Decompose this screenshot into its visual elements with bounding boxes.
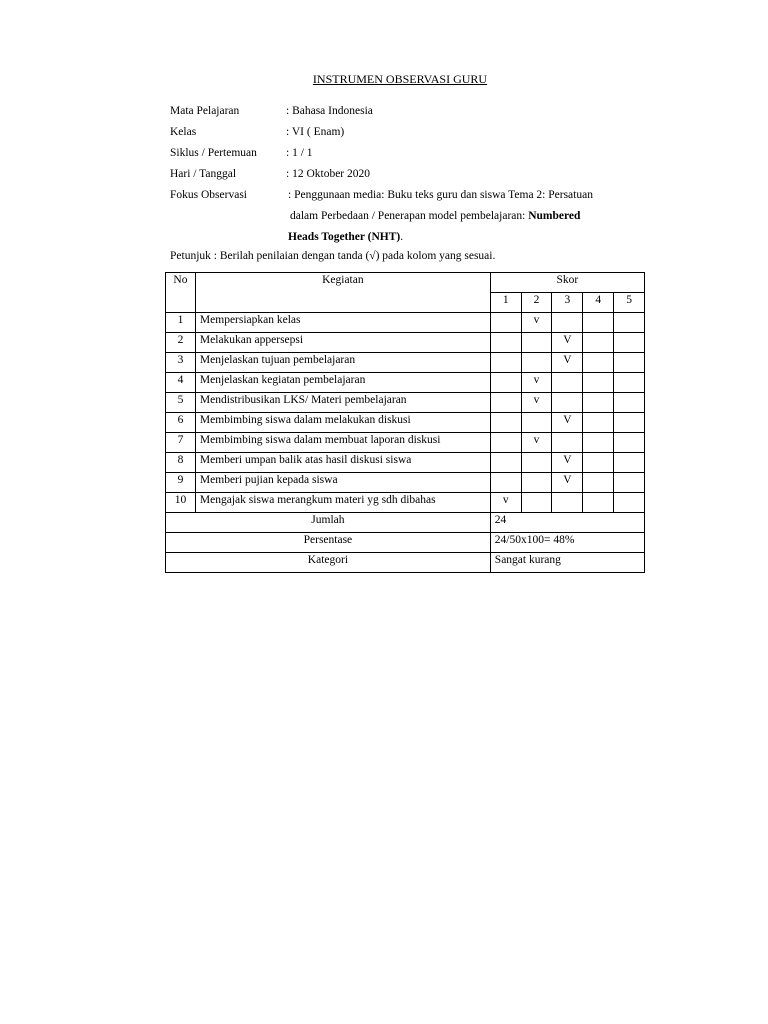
score-mark-cell [583,313,614,333]
score-mark-cell: v [490,493,521,513]
meta-value: : 12 Oktober 2020 [286,168,371,180]
row-number: 1 [166,313,196,333]
footer-value: 24/50x100= 48% [490,533,644,553]
row-kegiatan: Memberi umpan balik atas hasil diskusi siswa [195,453,490,473]
row-number: 10 [166,493,196,513]
row-kegiatan: Melakukan appersepsi [195,333,490,353]
score-mark-cell: V [552,453,583,473]
score-mark-cell [521,333,552,353]
score-mark-cell [521,413,552,433]
score-mark-cell [583,413,614,433]
fokus-line-2 [288,206,648,227]
table-row [166,333,645,353]
fokus-line-2-text: dalam Perbedaan / Penerapan model pembelajaran: [290,210,529,222]
score-mark-cell [552,373,583,393]
fokus-line-1: : Penggunaan media: Buku teks guru dan siswa Tema 2: Persatuan [288,189,593,201]
row-kegiatan: Mempersiapkan kelas [195,313,490,333]
row-kegiatan: Mengajak siswa merangkum materi yg sdh dibahas [195,493,490,513]
score-mark-cell [583,333,614,353]
row-kegiatan: Memberi pujian kepada siswa [195,473,490,493]
score-col-header: 5 [614,293,645,313]
meta-value: : VI ( Enam) [286,126,345,138]
table-row [166,433,645,453]
meta-value: : Bahasa Indonesia [286,105,373,117]
score-mark-cell [490,353,521,373]
score-col-header: 1 [490,293,521,313]
table-row [166,373,645,393]
meta-label: Hari / Tanggal [170,168,237,180]
header-skor: Skor [490,273,644,293]
row-kegiatan: Menjelaskan tujuan pembelajaran [195,353,490,373]
score-mark-cell: v [521,373,552,393]
score-mark-cell [583,433,614,453]
row-kegiatan: Membimbing siswa dalam membuat laporan diskusi [195,433,490,453]
table-footer-row [166,513,645,533]
footer-label: Kategori [166,553,491,573]
score-mark-cell [521,473,552,493]
score-mark-cell [614,353,645,373]
fokus-value [288,185,648,248]
score-mark-cell: v [521,393,552,413]
row-number: 3 [166,353,196,373]
score-mark-cell: V [552,333,583,353]
score-mark-cell [552,393,583,413]
score-mark-cell: V [552,353,583,373]
fokus-line-2-bold: Numbered [528,210,581,222]
table-footer-row [166,533,645,553]
score-mark-cell [583,493,614,513]
table-row [166,393,645,413]
instructions: Petunjuk : Berilah penilaian dengan tanda (√) pada kolom yang sesuai. [170,250,496,262]
meta-label: Siklus / Pertemuan [170,147,257,159]
score-mark-cell [614,493,645,513]
score-mark-cell [490,453,521,473]
score-mark-cell [490,433,521,453]
score-mark-cell [490,473,521,493]
score-mark-cell [521,493,552,513]
score-mark-cell: v [521,313,552,333]
score-mark-cell [583,353,614,373]
row-number: 4 [166,373,196,393]
score-mark-cell [552,313,583,333]
row-kegiatan: Mendistribusikan LKS/ Materi pembelajaran [195,393,490,413]
score-mark-cell: V [552,413,583,433]
score-col-header: 2 [521,293,552,313]
row-kegiatan: Membimbing siswa dalam melakukan diskusi [195,413,490,433]
meta-label: Fokus Observasi [170,189,247,201]
table-row [166,413,645,433]
score-mark-cell [521,453,552,473]
footer-label: Jumlah [166,513,491,533]
meta-row-siklus [170,146,650,167]
fokus-line-3-bold: Heads Together (NHT) [288,231,401,243]
score-mark-cell [614,433,645,453]
score-mark-cell: V [552,473,583,493]
footer-label: Persentase [166,533,491,553]
row-number: 2 [166,333,196,353]
score-mark-cell [614,413,645,433]
score-col-header: 3 [552,293,583,313]
meta-row-kelas [170,125,650,146]
observation-table [165,272,645,573]
score-mark-cell [490,413,521,433]
score-mark-cell [614,453,645,473]
meta-label: Mata Pelajaran [170,105,240,117]
meta-row-fokus [170,188,650,251]
meta-label: Kelas [170,126,197,138]
footer-value: 24 [490,513,644,533]
header-no: No [166,273,196,313]
meta-section [170,104,650,251]
row-number: 5 [166,393,196,413]
document-title: INSTRUMEN OBSERVASI GURU [312,72,488,86]
row-number: 8 [166,453,196,473]
score-mark-cell [614,393,645,413]
score-mark-cell [552,433,583,453]
row-kegiatan: Menjelaskan kegiatan pembelajaran [195,373,490,393]
table-footer-row [166,553,645,573]
score-mark-cell [583,453,614,473]
header-kegiatan: Kegiatan [195,273,490,313]
score-mark-cell [614,473,645,493]
score-mark-cell [521,353,552,373]
row-number: 7 [166,433,196,453]
meta-row-mata-pelajaran [170,104,650,125]
row-number: 6 [166,413,196,433]
score-mark-cell [490,373,521,393]
score-mark-cell [490,333,521,353]
table-row [166,493,645,513]
fokus-line-3-end: . [400,231,404,243]
score-mark-cell: v [521,433,552,453]
score-col-header: 4 [583,293,614,313]
fokus-line-3 [288,227,648,248]
score-mark-cell [614,373,645,393]
score-mark-cell [614,313,645,333]
score-mark-cell [490,393,521,413]
table-row [166,313,645,333]
meta-value: : 1 / 1 [286,147,313,159]
table-row [166,473,645,493]
row-number: 9 [166,473,196,493]
footer-value: Sangat kurang [490,553,644,573]
score-mark-cell [583,373,614,393]
table-row [166,453,645,473]
table-row [166,353,645,373]
score-mark-cell [583,393,614,413]
score-mark-cell [552,493,583,513]
table-header-row [166,273,645,293]
score-mark-cell [490,313,521,333]
score-mark-cell [583,473,614,493]
score-mark-cell [614,333,645,353]
